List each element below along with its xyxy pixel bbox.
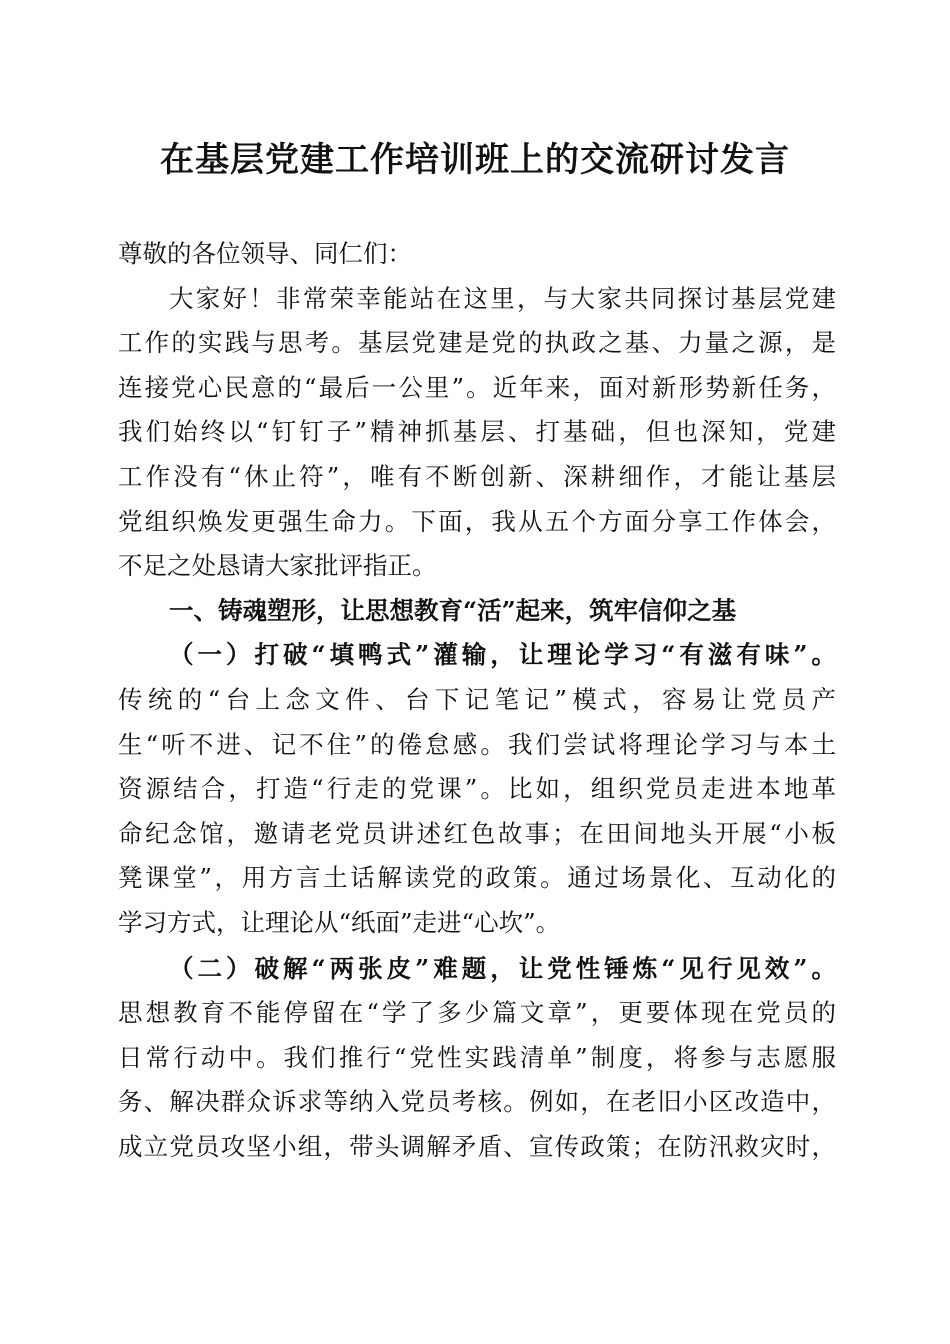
salutation-line: 尊敬的各位领导、同仁们： bbox=[118, 239, 412, 268]
text-line: 日常行动中。我们推行“党性实践清单”制度，将参与志愿服 bbox=[118, 1042, 836, 1072]
section-heading-1 bbox=[118, 589, 836, 634]
document-title: 在基层党建工作培训班上的交流研讨发言 bbox=[160, 140, 790, 180]
text-line: 我们始终以“钉钉子”精神抓基层、打基础，但也深知，党建 bbox=[118, 417, 836, 447]
intro-paragraph bbox=[118, 277, 836, 589]
heading-line: 一、铸魂塑形，让思想教育“活”起来，筑牢信仰之基 bbox=[169, 595, 737, 625]
text-line: 工作的实践与思考。基层党建是党的执政之基、力量之源，是 bbox=[118, 328, 836, 358]
subsection-1 bbox=[118, 633, 836, 945]
text-line: 党组织焕发更强生命力。下面，我从五个方面分享工作体会， bbox=[118, 506, 836, 536]
text-line: 生“听不进、记不住”的倦怠感。我们尝试将理论学习与本土 bbox=[118, 729, 836, 759]
text-line: 传统的“台上念文件、台下记笔记”模式，容易让党员产 bbox=[118, 684, 836, 714]
salutation bbox=[118, 232, 836, 277]
text-line: 思想教育不能停留在“学了多少篇文章”，更要体现在党员的 bbox=[118, 998, 836, 1028]
subsection-2 bbox=[118, 947, 836, 1170]
text-line: 学习方式，让理论从“纸面”走进“心坎”。 bbox=[118, 907, 561, 937]
subheading-line: （二）破解“两张皮”难题，让党性锤炼“见行见效”。 bbox=[169, 953, 836, 983]
text-line: 凳课堂”，用方言土话解读党的政策。通过场景化、互动化的 bbox=[118, 863, 836, 893]
document-body bbox=[118, 232, 836, 1169]
text-line: 不足之处恳请大家批评指正。 bbox=[118, 551, 437, 581]
text-line: 务、解决群众诉求等纳入党员考核。例如，在老旧小区改造中， bbox=[118, 1087, 836, 1117]
text-line: 工作没有“休止符”，唯有不断创新、深耕细作，才能让基层 bbox=[118, 461, 836, 491]
text-line: 连接党心民意的“最后一公里”。近年来，面对新形势新任务， bbox=[118, 372, 836, 402]
text-line: 大家好！非常荣幸能站在这里，与大家共同探讨基层党建 bbox=[169, 283, 836, 313]
text-line: 命纪念馆，邀请老党员讲述红色故事；在田间地头开展“小板 bbox=[118, 818, 836, 848]
text-line: 资源结合，打造“行走的党课”。比如，组织党员走进本地革 bbox=[118, 774, 836, 804]
subheading-line: （一）打破“填鸭式”灌输，让理论学习“有滋有味”。 bbox=[169, 640, 836, 670]
text-line: 成立党员攻坚小组，带头调解矛盾、宣传政策；在防汛救灾时， bbox=[118, 1131, 836, 1161]
